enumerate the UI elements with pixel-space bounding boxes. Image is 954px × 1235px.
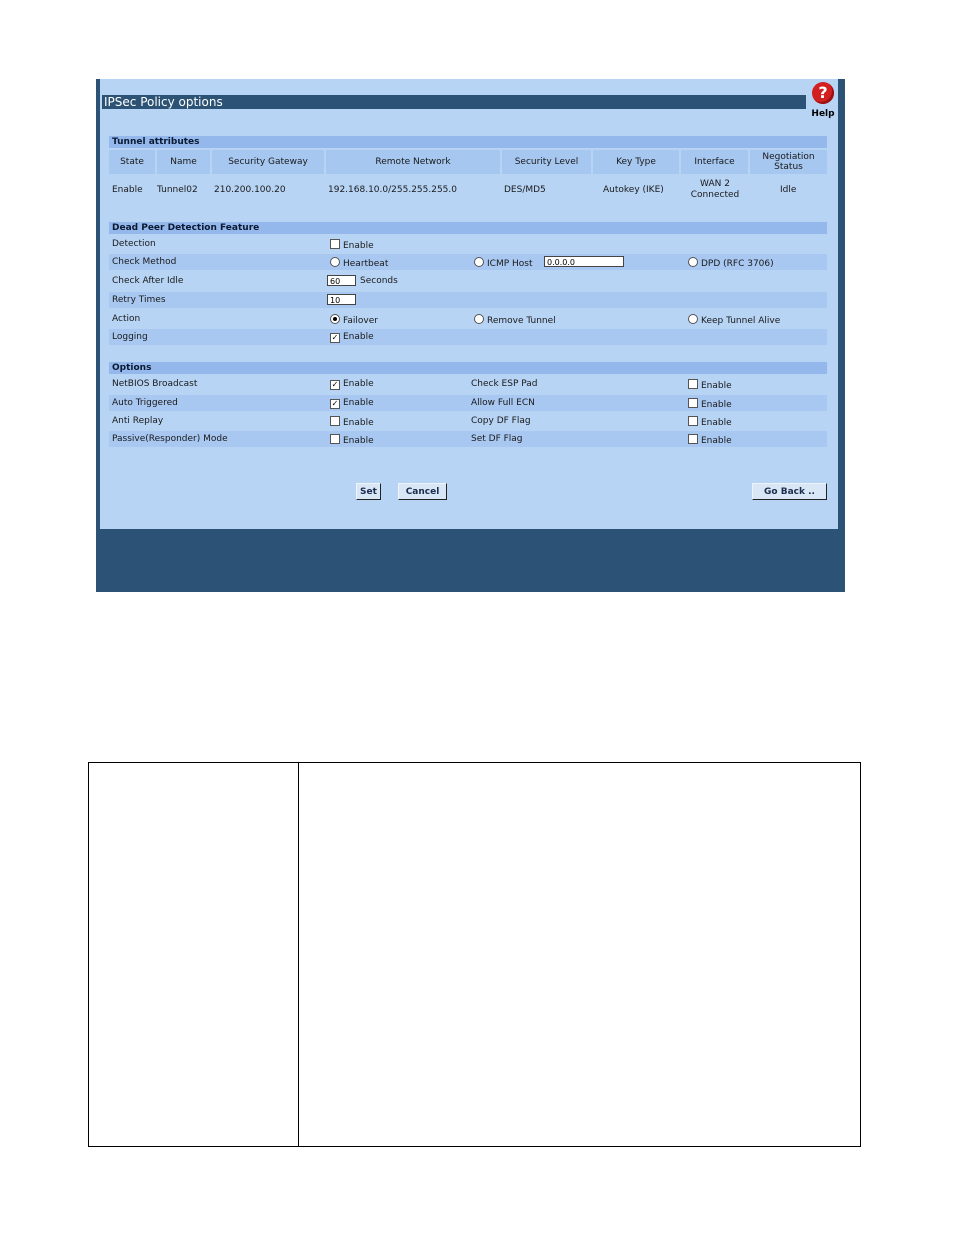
- passive-mode-checkbox[interactable]: [330, 434, 340, 444]
- check-method-label: Check Method: [112, 257, 177, 267]
- options-section-header: Options: [109, 362, 827, 374]
- icmp-host-input[interactable]: 0.0.0.0: [544, 256, 624, 267]
- logging-enable-label: Enable: [343, 332, 374, 342]
- check-esp-pad-checkbox[interactable]: [688, 379, 698, 389]
- icmp-host-option[interactable]: [474, 257, 532, 270]
- set-df-flag-checkbox[interactable]: [688, 434, 698, 444]
- tunnel-security-level: DES/MD5: [504, 185, 546, 195]
- failover-label: Failover: [343, 316, 378, 326]
- tunnel-section-header: Tunnel attributes: [109, 136, 827, 148]
- dpd-rfc-radio[interactable]: [688, 257, 698, 267]
- netbios-broadcast-label: NetBIOS Broadcast: [112, 379, 198, 389]
- retry-times-input[interactable]: 10: [327, 294, 356, 305]
- icmp-host-radio[interactable]: [474, 257, 484, 267]
- set-df-flag-label: Set DF Flag: [471, 434, 523, 444]
- logging-label: Logging: [112, 332, 148, 342]
- detection-enable[interactable]: [330, 239, 374, 252]
- copy-df-flag-enable[interactable]: [688, 416, 732, 429]
- remove-tunnel-option[interactable]: [474, 314, 556, 327]
- set-df-flag-enable[interactable]: [688, 434, 732, 447]
- allow-full-ecn-enable[interactable]: [688, 398, 732, 411]
- help-icon[interactable]: ?: [812, 82, 834, 104]
- copy-df-flag-checkbox[interactable]: [688, 416, 698, 426]
- retry-times-row: [109, 292, 827, 308]
- header-remote-network: Remote Network: [326, 150, 500, 174]
- remove-tunnel-radio[interactable]: [474, 314, 484, 324]
- check-esp-pad-label: Check ESP Pad: [471, 379, 538, 389]
- keep-tunnel-alive-label: Keep Tunnel Alive: [701, 316, 781, 326]
- netbios-broadcast-checkbox[interactable]: ✓: [331, 380, 339, 389]
- cancel-button[interactable]: Cancel: [398, 483, 447, 500]
- header-security-level: Security Level: [502, 150, 591, 174]
- logging-checkbox[interactable]: ✓: [331, 333, 339, 342]
- help-label: Help: [811, 109, 835, 119]
- go-back-button[interactable]: Go Back ..: [752, 483, 827, 500]
- keep-tunnel-alive-radio[interactable]: [688, 314, 698, 324]
- allow-full-ecn-checkbox[interactable]: [688, 398, 698, 408]
- remove-tunnel-label: Remove Tunnel: [487, 316, 556, 326]
- tunnel-remote-network: 192.168.10.0/255.255.255.0: [328, 185, 457, 195]
- tunnel-interface: WAN 2 Connected: [690, 179, 740, 200]
- document-table: [88, 762, 861, 1147]
- netbios-broadcast-enable[interactable]: [330, 379, 374, 390]
- keep-tunnel-alive-option[interactable]: [688, 314, 780, 327]
- header-state: State: [109, 150, 155, 174]
- anti-replay-enable-label: Enable: [343, 418, 374, 428]
- tunnel-state: Enable: [112, 185, 143, 195]
- header-key-type: Key Type: [593, 150, 679, 174]
- page-title: IPSec Policy options: [102, 95, 806, 109]
- heartbeat-radio[interactable]: [330, 257, 340, 267]
- auto-triggered-enable[interactable]: [330, 398, 374, 409]
- logging-row: [109, 329, 827, 345]
- document-table-divider: [298, 762, 299, 1147]
- help-button[interactable]: [806, 80, 840, 124]
- retry-times-label: Retry Times: [112, 295, 166, 305]
- check-esp-pad-enable[interactable]: [688, 379, 732, 392]
- header-negotiation-status: Negotiation Status: [750, 150, 827, 174]
- action-label: Action: [112, 314, 141, 324]
- netbios-broadcast-enable-label: Enable: [343, 379, 374, 389]
- check-after-idle-label: Check After Idle: [112, 276, 184, 286]
- allow-full-ecn-enable-label: Enable: [701, 400, 732, 410]
- check-esp-pad-enable-label: Enable: [701, 381, 732, 391]
- heartbeat-option[interactable]: [330, 257, 388, 270]
- header-interface: Interface: [681, 150, 748, 174]
- copy-df-flag-enable-label: Enable: [701, 418, 732, 428]
- failover-option[interactable]: [330, 314, 378, 327]
- auto-triggered-enable-label: Enable: [343, 398, 374, 408]
- icmp-host-label: ICMP Host: [487, 259, 533, 269]
- logging-enable[interactable]: [330, 332, 374, 343]
- check-after-idle-input[interactable]: 60: [327, 275, 356, 286]
- detection-checkbox[interactable]: [330, 239, 340, 249]
- tunnel-key-type: Autokey (IKE): [603, 185, 664, 195]
- passive-mode-label: Passive(Responder) Mode: [112, 434, 228, 444]
- tunnel-gateway: 210.200.100.20: [214, 185, 286, 195]
- copy-df-flag-label: Copy DF Flag: [471, 416, 531, 426]
- heartbeat-label: Heartbeat: [343, 259, 389, 269]
- set-df-flag-enable-label: Enable: [701, 436, 732, 446]
- auto-triggered-checkbox[interactable]: ✓: [331, 399, 339, 408]
- anti-replay-label: Anti Replay: [112, 416, 164, 426]
- set-button[interactable]: Set: [356, 483, 381, 500]
- tunnel-name: Tunnel02: [157, 185, 198, 195]
- anti-replay-enable[interactable]: [330, 416, 374, 429]
- auto-triggered-label: Auto Triggered: [112, 398, 178, 408]
- header-security-gateway: Security Gateway: [212, 150, 324, 174]
- passive-mode-enable-label: Enable: [343, 436, 374, 446]
- seconds-label: Seconds: [360, 276, 398, 286]
- tunnel-negotiation-status: Idle: [780, 185, 797, 195]
- anti-replay-checkbox[interactable]: [330, 416, 340, 426]
- dpd-rfc-label: DPD (RFC 3706): [701, 259, 774, 269]
- dpd-section-header: Dead Peer Detection Feature: [109, 222, 827, 234]
- dpd-rfc-option[interactable]: [688, 257, 774, 270]
- passive-mode-enable[interactable]: [330, 434, 374, 447]
- failover-radio[interactable]: [330, 314, 340, 324]
- allow-full-ecn-label: Allow Full ECN: [471, 398, 535, 408]
- detection-enable-label: Enable: [343, 241, 374, 251]
- header-name: Name: [157, 150, 210, 174]
- detection-label: Detection: [112, 239, 156, 249]
